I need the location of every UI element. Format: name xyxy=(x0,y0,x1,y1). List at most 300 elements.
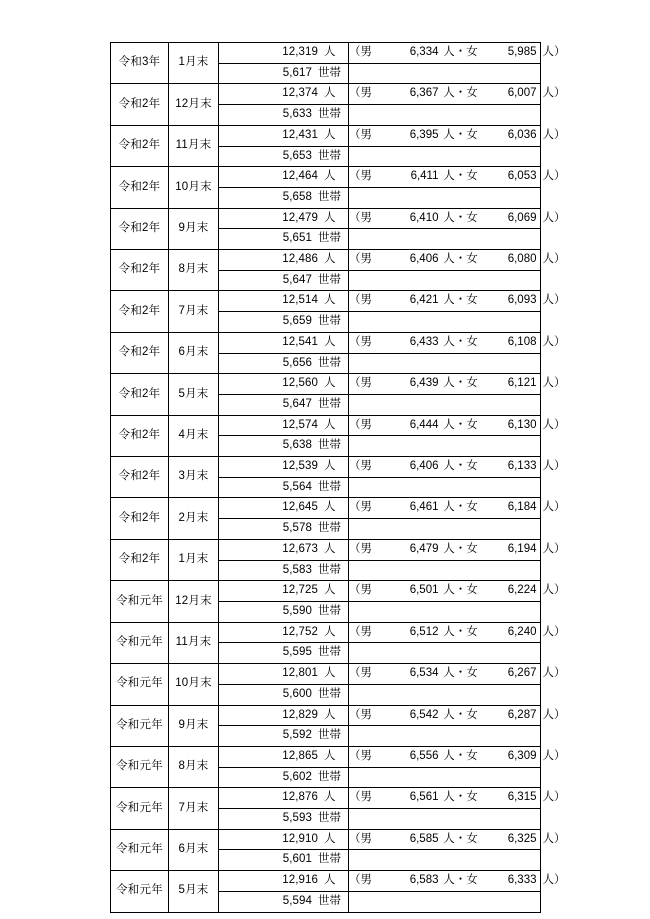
household-unit-label: 世帯 xyxy=(318,812,341,825)
breakdown-close-paren: 人） xyxy=(542,832,566,845)
population-unit-label: 人 xyxy=(324,874,336,887)
gender-breakdown-cell xyxy=(349,871,566,892)
male-count-value: 6,501 xyxy=(409,584,439,597)
household-count-cell xyxy=(219,850,349,871)
household-count-cell xyxy=(219,726,349,747)
breakdown-open-paren: （ xyxy=(349,791,361,804)
household-unit-label: 世帯 xyxy=(318,687,341,700)
male-count-value: 6,421 xyxy=(409,294,439,307)
table-row xyxy=(111,498,541,519)
empty-cell xyxy=(349,394,541,415)
gender-breakdown-cell xyxy=(349,415,566,436)
female-count-value: 6,325 xyxy=(507,832,537,845)
month-cell: 3月末 xyxy=(169,457,219,498)
household-count-cell xyxy=(219,767,349,788)
household-unit-label: 世帯 xyxy=(318,149,341,162)
population-unit-label: 人 xyxy=(324,791,336,804)
breakdown-open-paren: （ xyxy=(349,211,361,224)
male-label: 男 xyxy=(360,708,372,721)
household-count-cell xyxy=(219,601,349,622)
empty-cell xyxy=(349,601,541,622)
gender-breakdown-cell xyxy=(349,622,566,643)
table-row xyxy=(111,208,541,229)
male-label: 男 xyxy=(360,542,372,555)
breakdown-close-paren: 人） xyxy=(542,542,566,555)
population-unit-label: 人 xyxy=(324,460,336,473)
breakdown-separator-label: 人・女 xyxy=(443,253,478,266)
population-count-cell xyxy=(219,415,349,436)
breakdown-close-paren: 人） xyxy=(542,749,566,762)
empty-cell xyxy=(349,187,541,208)
gender-breakdown-cell xyxy=(349,332,566,353)
population-value: 12,514 xyxy=(282,294,318,307)
breakdown-open-paren: （ xyxy=(349,460,361,473)
population-value: 12,829 xyxy=(282,708,318,721)
population-value: 12,865 xyxy=(282,749,318,762)
female-count-value: 6,121 xyxy=(507,377,537,390)
female-count-value: 6,287 xyxy=(507,708,537,721)
empty-cell xyxy=(349,105,541,126)
breakdown-separator-label: 人・女 xyxy=(443,294,478,307)
month-cell: 7月末 xyxy=(169,291,219,332)
gender-breakdown-cell xyxy=(349,788,566,809)
male-label: 男 xyxy=(360,832,372,845)
household-count-cell xyxy=(219,560,349,581)
era-year-cell: 令和元年 xyxy=(111,581,169,622)
empty-cell xyxy=(349,726,541,747)
household-unit-label: 世帯 xyxy=(318,563,341,576)
empty-cell xyxy=(349,643,541,664)
household-value: 5,600 xyxy=(282,687,312,700)
population-unit-label: 人 xyxy=(324,87,336,100)
month-cell: 10月末 xyxy=(169,664,219,705)
population-statistics-table xyxy=(110,42,566,913)
population-value: 12,374 xyxy=(282,87,318,100)
table-row xyxy=(111,332,541,353)
population-count-cell xyxy=(219,208,349,229)
table-row xyxy=(111,622,541,643)
population-count-cell xyxy=(219,788,349,809)
household-count-cell xyxy=(219,353,349,374)
population-value: 12,574 xyxy=(282,418,318,431)
population-unit-label: 人 xyxy=(324,377,336,390)
male-label: 男 xyxy=(360,211,372,224)
breakdown-open-paren: （ xyxy=(349,418,361,431)
gender-breakdown-cell xyxy=(349,167,566,188)
month-cell: 8月末 xyxy=(169,250,219,291)
gender-breakdown-cell xyxy=(349,498,566,519)
breakdown-separator-label: 人・女 xyxy=(443,625,478,638)
population-unit-label: 人 xyxy=(324,253,336,266)
male-label: 男 xyxy=(360,749,372,762)
breakdown-separator-label: 人・女 xyxy=(443,460,478,473)
household-count-cell xyxy=(219,187,349,208)
era-year-cell: 令和2年 xyxy=(111,167,169,208)
population-count-cell xyxy=(219,829,349,850)
breakdown-close-paren: 人） xyxy=(542,294,566,307)
era-year-cell: 令和元年 xyxy=(111,829,169,870)
breakdown-open-paren: （ xyxy=(349,335,361,348)
empty-cell xyxy=(349,519,541,540)
era-year-cell: 令和元年 xyxy=(111,871,169,912)
breakdown-open-paren: （ xyxy=(349,294,361,307)
table-row xyxy=(111,871,541,892)
population-value: 12,725 xyxy=(282,584,318,597)
breakdown-separator-label: 人・女 xyxy=(443,170,478,183)
table-row xyxy=(111,788,541,809)
household-unit-label: 世帯 xyxy=(318,439,341,452)
household-count-cell xyxy=(219,394,349,415)
era-year-cell: 令和元年 xyxy=(111,705,169,746)
era-year-cell: 令和2年 xyxy=(111,498,169,539)
table-row xyxy=(111,43,541,64)
breakdown-open-paren: （ xyxy=(349,625,361,638)
male-label: 男 xyxy=(360,791,372,804)
era-year-cell: 令和元年 xyxy=(111,788,169,829)
household-value: 5,592 xyxy=(282,729,312,742)
breakdown-close-paren: 人） xyxy=(542,211,566,224)
month-cell: 10月末 xyxy=(169,167,219,208)
population-count-cell xyxy=(219,332,349,353)
gender-breakdown-cell xyxy=(349,705,566,726)
breakdown-open-paren: （ xyxy=(349,667,361,680)
table-body xyxy=(111,43,566,913)
month-cell: 1月末 xyxy=(169,43,219,84)
population-unit-label: 人 xyxy=(324,501,336,514)
population-value: 12,645 xyxy=(282,501,318,514)
breakdown-close-paren: 人） xyxy=(542,625,566,638)
breakdown-separator-label: 人・女 xyxy=(443,87,478,100)
era-year-cell: 令和2年 xyxy=(111,208,169,249)
gender-breakdown-cell xyxy=(349,664,566,685)
breakdown-close-paren: 人） xyxy=(542,46,566,58)
population-value: 12,479 xyxy=(282,211,318,224)
household-count-cell xyxy=(219,312,349,333)
male-count-value: 6,585 xyxy=(409,832,439,845)
male-label: 男 xyxy=(360,584,372,597)
empty-cell xyxy=(349,850,541,871)
empty-cell xyxy=(349,63,541,84)
gender-breakdown-cell xyxy=(349,829,566,850)
empty-cell xyxy=(349,436,541,457)
population-value: 12,801 xyxy=(282,667,318,680)
female-count-value: 6,069 xyxy=(507,211,537,224)
table-row xyxy=(111,84,541,105)
male-count-value: 6,556 xyxy=(409,749,439,762)
era-year-cell: 令和2年 xyxy=(111,332,169,373)
male-label: 男 xyxy=(360,253,372,266)
era-year-cell: 令和2年 xyxy=(111,250,169,291)
household-value: 5,647 xyxy=(282,273,312,286)
breakdown-separator-label: 人・女 xyxy=(443,377,478,390)
population-value: 12,486 xyxy=(282,253,318,266)
household-value: 5,638 xyxy=(282,439,312,452)
population-count-cell xyxy=(219,167,349,188)
breakdown-open-paren: （ xyxy=(349,501,361,514)
male-label: 男 xyxy=(360,418,372,431)
gender-breakdown-cell xyxy=(349,291,566,312)
household-count-cell xyxy=(219,105,349,126)
household-count-cell xyxy=(219,809,349,830)
household-unit-label: 世帯 xyxy=(318,315,341,328)
era-year-cell: 令和2年 xyxy=(111,84,169,125)
breakdown-close-paren: 人） xyxy=(542,377,566,390)
population-value: 12,464 xyxy=(282,170,318,183)
breakdown-close-paren: 人） xyxy=(542,460,566,473)
female-count-value: 5,985 xyxy=(507,46,537,58)
household-value: 5,594 xyxy=(282,894,312,907)
population-count-cell xyxy=(219,84,349,105)
male-count-value: 6,411 xyxy=(410,170,439,183)
empty-cell xyxy=(349,560,541,581)
month-cell: 12月末 xyxy=(169,84,219,125)
breakdown-close-paren: 人） xyxy=(542,128,566,141)
household-value: 5,593 xyxy=(282,812,312,825)
month-cell: 2月末 xyxy=(169,498,219,539)
male-count-value: 6,395 xyxy=(409,128,439,141)
month-cell: 12月末 xyxy=(169,581,219,622)
household-unit-label: 世帯 xyxy=(318,108,341,121)
breakdown-close-paren: 人） xyxy=(542,667,566,680)
female-count-value: 6,194 xyxy=(507,542,537,555)
breakdown-close-paren: 人） xyxy=(542,708,566,721)
month-cell: 7月末 xyxy=(169,788,219,829)
breakdown-close-paren: 人） xyxy=(542,874,566,887)
male-count-value: 6,439 xyxy=(409,377,439,390)
household-value: 5,647 xyxy=(282,397,312,410)
table-row xyxy=(111,125,541,146)
population-value: 12,876 xyxy=(282,791,318,804)
breakdown-close-paren: 人） xyxy=(542,335,566,348)
month-cell: 8月末 xyxy=(169,746,219,787)
breakdown-separator-label: 人・女 xyxy=(443,211,478,224)
population-unit-label: 人 xyxy=(324,584,336,597)
household-value: 5,617 xyxy=(282,66,312,79)
breakdown-open-paren: （ xyxy=(349,708,361,721)
household-value: 5,578 xyxy=(282,522,312,535)
male-count-value: 6,479 xyxy=(409,542,439,555)
month-cell: 11月末 xyxy=(169,125,219,166)
month-cell: 6月末 xyxy=(169,332,219,373)
breakdown-close-paren: 人） xyxy=(542,170,566,183)
male-label: 男 xyxy=(360,128,372,141)
household-value: 5,590 xyxy=(282,604,312,617)
household-unit-label: 世帯 xyxy=(318,232,341,245)
male-count-value: 6,534 xyxy=(409,667,439,680)
month-cell: 1月末 xyxy=(169,539,219,580)
empty-cell xyxy=(349,229,541,250)
household-value: 5,595 xyxy=(282,646,312,659)
male-label: 男 xyxy=(360,460,372,473)
population-unit-label: 人 xyxy=(324,46,336,58)
breakdown-open-paren: （ xyxy=(349,253,361,266)
era-year-cell: 令和元年 xyxy=(111,622,169,663)
table-row xyxy=(111,664,541,685)
population-unit-label: 人 xyxy=(324,418,336,431)
breakdown-close-paren: 人） xyxy=(542,87,566,100)
male-label: 男 xyxy=(360,170,372,183)
female-count-value: 6,130 xyxy=(507,418,537,431)
population-count-cell xyxy=(219,539,349,560)
household-unit-label: 世帯 xyxy=(318,729,341,742)
household-count-cell xyxy=(219,684,349,705)
month-cell: 11月末 xyxy=(169,622,219,663)
breakdown-close-paren: 人） xyxy=(542,501,566,514)
table-row xyxy=(111,705,541,726)
breakdown-open-paren: （ xyxy=(349,128,361,141)
empty-cell xyxy=(349,270,541,291)
household-unit-label: 世帯 xyxy=(318,190,341,203)
population-count-cell xyxy=(219,498,349,519)
population-count-cell xyxy=(219,43,349,64)
breakdown-separator-label: 人・女 xyxy=(443,667,478,680)
female-count-value: 6,309 xyxy=(507,749,537,762)
breakdown-open-paren: （ xyxy=(349,584,361,597)
male-count-value: 6,444 xyxy=(409,418,439,431)
male-count-value: 6,334 xyxy=(409,46,439,58)
household-count-cell xyxy=(219,643,349,664)
empty-cell xyxy=(349,684,541,705)
breakdown-close-paren: 人） xyxy=(542,418,566,431)
female-count-value: 6,093 xyxy=(507,294,537,307)
household-value: 5,658 xyxy=(282,190,312,203)
male-count-value: 6,410 xyxy=(409,211,439,224)
gender-breakdown-cell xyxy=(349,208,566,229)
population-unit-label: 人 xyxy=(324,542,336,555)
month-cell: 5月末 xyxy=(169,374,219,415)
household-unit-label: 世帯 xyxy=(318,853,341,866)
male-label: 男 xyxy=(360,335,372,348)
month-cell: 6月末 xyxy=(169,829,219,870)
population-value: 12,673 xyxy=(282,542,318,555)
household-unit-label: 世帯 xyxy=(318,397,341,410)
population-value: 12,916 xyxy=(282,874,318,887)
population-count-cell xyxy=(219,871,349,892)
population-unit-label: 人 xyxy=(324,667,336,680)
household-value: 5,601 xyxy=(282,853,312,866)
male-count-value: 6,433 xyxy=(409,335,439,348)
male-label: 男 xyxy=(360,87,372,100)
household-unit-label: 世帯 xyxy=(318,480,341,493)
population-count-cell xyxy=(219,581,349,602)
month-cell: 9月末 xyxy=(169,705,219,746)
breakdown-separator-label: 人・女 xyxy=(443,708,478,721)
household-unit-label: 世帯 xyxy=(318,894,341,907)
household-count-cell xyxy=(219,891,349,912)
breakdown-separator-label: 人・女 xyxy=(443,418,478,431)
table-row xyxy=(111,415,541,436)
female-count-value: 6,036 xyxy=(507,128,537,141)
breakdown-separator-label: 人・女 xyxy=(443,791,478,804)
female-count-value: 6,224 xyxy=(507,584,537,597)
female-count-value: 6,184 xyxy=(507,501,537,514)
female-count-value: 6,080 xyxy=(507,253,537,266)
table-row xyxy=(111,829,541,850)
male-count-value: 6,542 xyxy=(409,708,439,721)
population-count-cell xyxy=(219,705,349,726)
household-unit-label: 世帯 xyxy=(318,646,341,659)
population-unit-label: 人 xyxy=(324,211,336,224)
population-count-cell xyxy=(219,664,349,685)
household-unit-label: 世帯 xyxy=(318,356,341,369)
female-count-value: 6,133 xyxy=(507,460,537,473)
male-label: 男 xyxy=(360,625,372,638)
household-unit-label: 世帯 xyxy=(318,273,341,286)
era-year-cell: 令和2年 xyxy=(111,539,169,580)
household-value: 5,564 xyxy=(282,480,312,493)
month-cell: 5月末 xyxy=(169,871,219,912)
population-count-cell xyxy=(219,125,349,146)
population-unit-label: 人 xyxy=(324,749,336,762)
male-count-value: 6,561 xyxy=(409,791,439,804)
breakdown-separator-label: 人・女 xyxy=(443,501,478,514)
breakdown-open-paren: （ xyxy=(349,542,361,555)
breakdown-separator-label: 人・女 xyxy=(443,128,478,141)
male-count-value: 6,406 xyxy=(409,460,439,473)
male-label: 男 xyxy=(360,501,372,514)
population-unit-label: 人 xyxy=(324,170,336,183)
household-unit-label: 世帯 xyxy=(318,770,341,783)
era-year-cell: 令和2年 xyxy=(111,291,169,332)
population-unit-label: 人 xyxy=(324,128,336,141)
era-year-cell: 令和2年 xyxy=(111,374,169,415)
household-value: 5,651 xyxy=(282,232,312,245)
household-value: 5,633 xyxy=(282,108,312,121)
breakdown-separator-label: 人・女 xyxy=(443,832,478,845)
household-value: 5,602 xyxy=(282,770,312,783)
era-year-cell: 令和元年 xyxy=(111,664,169,705)
era-year-cell: 令和3年 xyxy=(111,43,169,84)
table-row xyxy=(111,374,541,395)
population-unit-label: 人 xyxy=(324,708,336,721)
female-count-value: 6,333 xyxy=(507,874,537,887)
era-year-cell: 令和元年 xyxy=(111,746,169,787)
household-count-cell xyxy=(219,519,349,540)
breakdown-open-paren: （ xyxy=(349,377,361,390)
household-unit-label: 世帯 xyxy=(318,522,341,535)
household-value: 5,659 xyxy=(282,315,312,328)
population-unit-label: 人 xyxy=(324,832,336,845)
table-row xyxy=(111,746,541,767)
gender-breakdown-cell xyxy=(349,746,566,767)
empty-cell xyxy=(349,146,541,167)
breakdown-separator-label: 人・女 xyxy=(443,874,478,887)
month-cell: 4月末 xyxy=(169,415,219,456)
gender-breakdown-cell xyxy=(349,457,566,478)
gender-breakdown-cell xyxy=(349,125,566,146)
empty-cell xyxy=(349,477,541,498)
female-count-value: 6,315 xyxy=(507,791,537,804)
female-count-value: 6,007 xyxy=(507,87,537,100)
breakdown-separator-label: 人・女 xyxy=(443,335,478,348)
gender-breakdown-cell xyxy=(349,581,566,602)
table-row xyxy=(111,167,541,188)
household-count-cell xyxy=(219,229,349,250)
empty-cell xyxy=(349,767,541,788)
population-value: 12,319 xyxy=(282,46,318,58)
breakdown-open-paren: （ xyxy=(349,832,361,845)
breakdown-close-paren: 人） xyxy=(542,584,566,597)
population-unit-label: 人 xyxy=(324,335,336,348)
breakdown-open-paren: （ xyxy=(349,749,361,762)
population-value: 12,539 xyxy=(282,460,318,473)
female-count-value: 6,053 xyxy=(507,170,537,183)
household-count-cell xyxy=(219,270,349,291)
household-count-cell xyxy=(219,63,349,84)
population-count-cell xyxy=(219,374,349,395)
gender-breakdown-cell xyxy=(349,84,566,105)
era-year-cell: 令和2年 xyxy=(111,457,169,498)
